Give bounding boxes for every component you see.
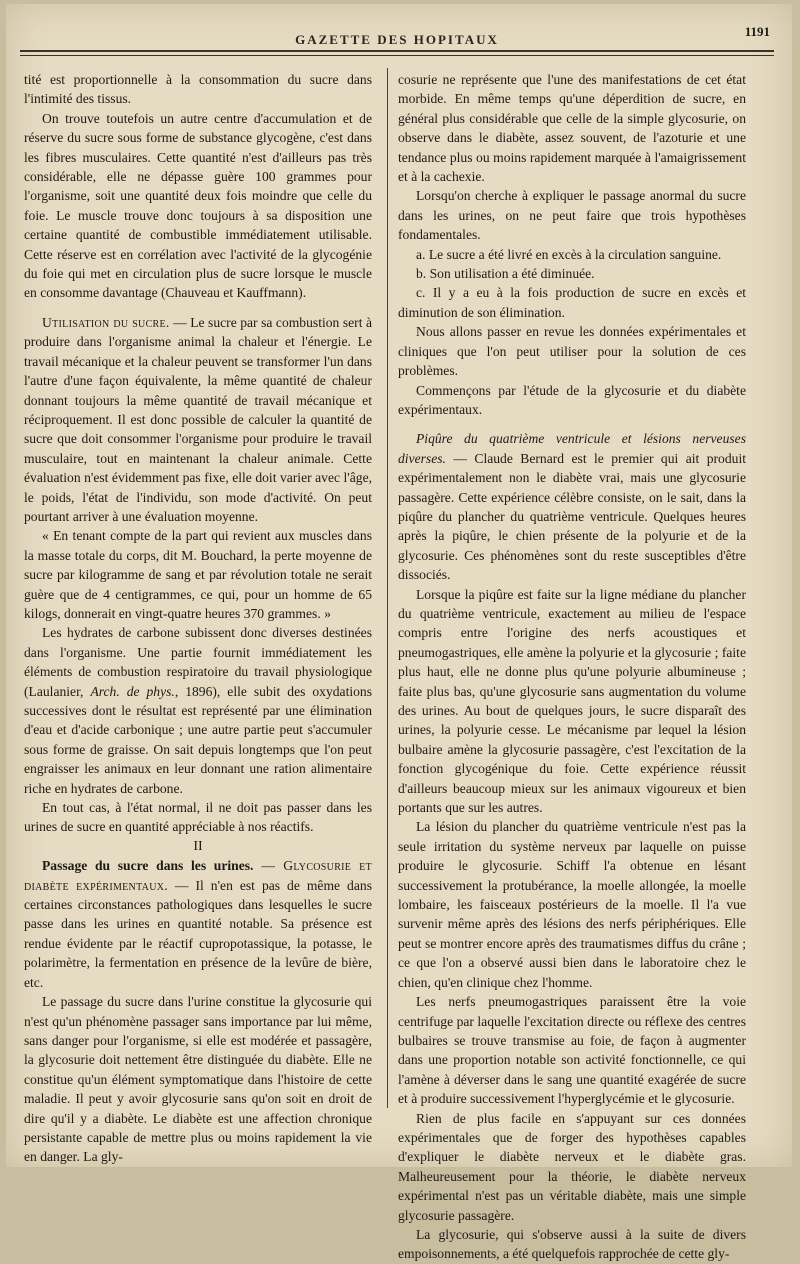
paragraph: cosurie ne représente que l'une des manifestations de cet état morbide. En même temps qu'une déperdition de sucre, en général plus considérable que celle de la simple glycosurie, on observe dans le diabète, assez souvent, de l'azoturie et une tendance plus ou moins rapidement marquée à l'amaigrissement et à la cachexie. [398, 72, 746, 185]
section-number: II [193, 838, 203, 854]
paragraph: Rien de plus facile en s'appuyant sur ces données expérimentales que de forger des hypothèses capables d'expliquer le diabète nerveux et le diabète gras. Malheureusement pour la théorie, le diabète nerveux expérimental n'est pas un véritable diabète, mais une simple glycosurie passagère. [398, 1110, 746, 1223]
hypothesis-c: c. Il y a eu à la fois production de sucre en excès et diminution de son élimination. [398, 285, 746, 320]
paragraph: tité est proportionnelle à la consommation du sucre dans l'intimité des tissus. [24, 72, 372, 107]
paragraph-text: — Claude Bernard est le premier qui ait produit expérimentalement non le diabète vrai, mais une glycosurie passagère. Cette expérience célèbre consiste, on le sait, dans la piqûre du plancher du quatrième ventricule. Quelques heures après la piqûre, le chien présente de la polyurie et de la glycosurie. Ces phénomènes sont du reste susceptibles d'être dissociés. [398, 450, 746, 583]
paragraph [24, 623, 372, 798]
paragraph-text: — Le sucre par sa combustion sert à produire dans l'organisme animal la chaleur et l'énergie. Le travail mécanique et la chaleur peuvent se transformer l'un dans l'autre d'une façon équivalente, la même quantité de chaleur donnant toujours la même quantité de travail mécanique et réciproquement. Il est donc possible de calculer la quantité de sucre que doit consommer l'organisme pour produire le travail musculaire, tout en maintenant la chaleur animale. Cette évaluation n'est évidemment pas fixe, elle doit varier avec l'âge, le poids, l'état de l'individu, son mode d'activité. On peut pourtant arriver à une évaluation moyenne. [24, 314, 373, 524]
paragraph: La glycosurie, qui s'observe aussi à la suite de divers empoisonnements, a été quelquefois rapprochée de cette gly- [398, 1226, 746, 1262]
paragraph: La lésion du plancher du quatrième ventricule n'est pas la seule irritation du système nerveux par laquelle on puisse produire le glycosurie. Schiff l'a obtenue en lésant successivement la protubérance, la moelle allongée, la moelle lombaire, les faisceaux postérieurs de la moelle. Il l'a vue survenir même après des lésions des nerfs périphériques. Elle peut se montrer encore après des traumatismes diffus du crâne ; ce que l'on a observé aussi bien dans le laboratoire chez le chien, qu'en clinique chez l'homme. [398, 819, 746, 990]
paragraph-text: , 1896), elle subit des oxydations successives dont le résultat est représenté par une élimination d'eau et d'acide carbonique ; une autre partie peut s'accumuler sous forme de graisse. On sait depuis longtemps que l'on peut engraisser les animaux en leur donnant une ration alimentaire riche en hydrates de carbone. [24, 683, 373, 796]
hypothesis-b: b. Son utilisation a été diminuée. [416, 266, 595, 282]
column-divider [387, 68, 388, 1108]
paragraph-text: — Il n'en est pas de même dans certaines circonstances pathologiques dans lesquelles le sucre passe dans les urines en quantité notable. Sa présence est rendue évidente par le réactif cupropotassique, la potasse, le polarimètre, la fermentation en présence de la levûre de bière, etc. [24, 877, 372, 990]
newspaper-page [6, 4, 792, 1262]
paragraph: Les nerfs pneumogastriques paraissent être la voie centrifuge par laquelle l'excitation directe ou réflexe des centres bulbaires se trouve transmise au foie, de façon à augmenter dans une proportion notable son activité fonctionnelle, ce qui l'amène à déverser dans le sang une quantité exagérée de sucre et à produire successivement l'hyperglycémie et le glycosurie. [398, 994, 746, 1107]
citation: Arch. de phys. [90, 683, 175, 699]
page-number: 1191 [744, 24, 770, 39]
paragraph-heading: Utilisation du sucre. [42, 314, 170, 330]
paragraph: On trouve toutefois un autre centre d'accumulation et de réserve du sucre sous forme de substance glycogène, c'est dans les fibres musculaires. Cette quantité n'est d'ailleurs pas très considérable, elle ne dépasse guère 100 grammes pour l'organisme, soit une quantité deux fois moindre que celle du foie. Le muscle trouve donc toujours à sa disposition une certaine quantité de combustible immédiatement utilisable. Cette réserve est en corrélation avec l'activité de la glycogénie du foie qui met en circulation plus de sucre lorsque le muscle en consomme davantage (Chauveau et Kauffmann). [24, 110, 372, 301]
paragraph: Lorsque la piqûre est faite sur la ligne médiane du plancher du quatrième ventricule, exactement au milieu de l'espace compris entre l'origine des nerfs acoustiques et pneumogastriques, elle amène la polyurie et la glycosurie ; faite plus haut, elle ne donne plus qu'une polyurie albumineuse ; faite plus bas, qu'une glycosurie sans augmentation du volume des urines. Au bout de quelques jours, le sucre disparaît des urines, la polyurie cesse. Le mécanisme par lequel la lésion bulbaire amène la glycosurie passagère, c'est l'excitation de la fonction glycogénique du foie. Cette expérience réussit d'ailleurs beaucoup mieux sur les animaux vigoureux et bien portants que sur les autres. [398, 586, 746, 816]
header-rule-thin [20, 55, 774, 56]
header-rule-thick [20, 50, 774, 52]
paragraph: Nous allons passer en revue les données expérimentales et cliniques que l'on peut utiliser pour la solution de ces problèmes. [398, 324, 746, 379]
paragraph: Le passage du sucre dans l'urine constitue la glycosurie qui n'est qu'un phénomène passager sans importance par lui même, sans danger pour l'organisme, si elle est modérée et passagère, la glycosurie doit nettement être distinguée du diabète. Elle ne constitue qu'un élément symptomatique dans l'histoire de cette maladie. Il peut y avoir glycosurie sans qu'on soit en droit de dire qu'il y a diabète. Le diabète est une affection chronique persistante capable de mettre plus ou moins rapidement la vie en danger. La gly- [24, 994, 372, 1165]
section-subheading: — Glycosurie et diabète expérimentaux. [24, 858, 372, 893]
section-heading: Passage du sucre dans les urines. [42, 858, 254, 874]
paragraph [398, 429, 746, 584]
hypothesis-a: a. Le sucre a été livré en excès à la circulation sanguine. [416, 246, 722, 262]
quotation: « En tenant compte de la part qui revient aux muscles dans la masse totale du corps, dit M. Bouchard, la perte moyenne de sucre par kilogramme de sang et par révolution totale ne serait guère que de 4 centigrammes, ce qui, pour un homme de 65 kilogs, donnerait en vingt-quatre heures 370 grammes. » [24, 528, 372, 621]
paragraph-heading: Piqûre du quatrième ventricule et lésions nerveuses diverses. [398, 431, 746, 466]
right-column [398, 70, 746, 1264]
paragraph-text: Les hydrates de carbone subissent donc diverses destinées dans l'organisme. Une partie fournit immédiatement les éléments de combustion respiratoire du travail physiologique (Laulanier, [24, 625, 372, 699]
paragraph [24, 313, 372, 526]
left-column [24, 70, 372, 1167]
journal-title: GAZETTE DES HOPITAUX [295, 32, 499, 47]
paragraph [24, 856, 372, 992]
paragraph: Lorsqu'on cherche à expliquer le passage anormal du sucre dans les urines, on ne peut faire que trois hypothèses fondamentales. [398, 188, 746, 243]
paragraph: En tout cas, à l'état normal, il ne doit pas passer dans les urines de sucre en quantité appréciable à nos réactifs. [24, 800, 372, 835]
paragraph: Commençons par l'étude de la glycosurie et du diabète expérimentaux. [398, 382, 746, 417]
